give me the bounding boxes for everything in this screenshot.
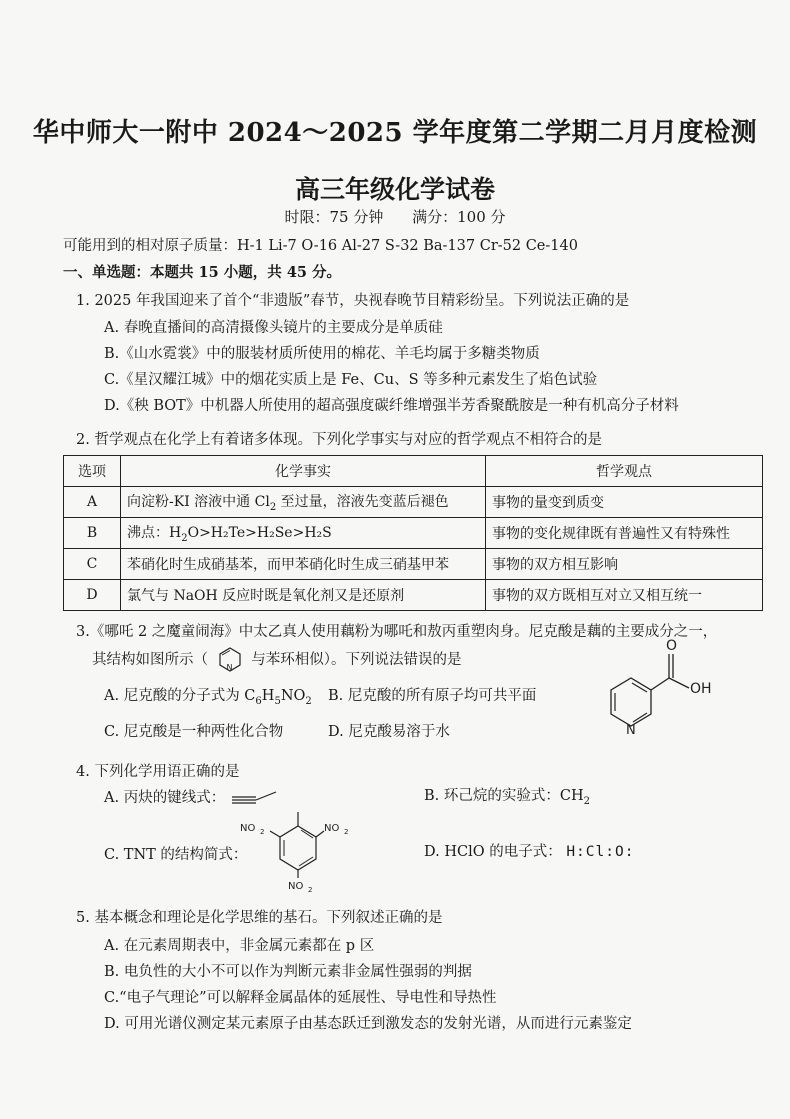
pyridine-ring-icon bbox=[215, 645, 245, 675]
q5-option-d: D. 可用光谱仪测定某元素原子由基态跃迁到激发态的发射光谱，从而进行元素鉴定 bbox=[104, 1016, 632, 1032]
q3-option-a: A. 尼克酸的分子式为 $C_6H_5NO_2$ bbox=[104, 688, 312, 707]
table-cell-view: 事物的量变到质变 bbox=[486, 487, 763, 518]
exam-title: 华中师大一附中 2024～2025 学年度第二学期二月月度检测 bbox=[32, 118, 758, 148]
q1-option-a: A. 春晚直播间的高清摄像头镜片的主要成分是单质硅 bbox=[104, 320, 443, 336]
table-cell-view: 事物的双方既相互对立又相互统一 bbox=[486, 580, 763, 611]
full-score: 满分：100 分 bbox=[412, 208, 506, 226]
nicotinic-acid-structure-icon bbox=[595, 636, 730, 736]
q5-option-a: A. 在元素周期表中，非金属元素都在 p 区 bbox=[104, 938, 375, 954]
q4-stem: 4. 下列化学用语正确的是 bbox=[76, 764, 240, 780]
q4-option-c: C. TNT 的结构简式： bbox=[104, 847, 248, 863]
hclo-electron-formula: H:Cl:O: bbox=[566, 844, 635, 860]
table-row bbox=[64, 518, 763, 549]
table-cell-option: B bbox=[64, 518, 121, 549]
table-cell-option: C bbox=[64, 549, 121, 580]
q3-option-d: D. 尼克酸易溶于水 bbox=[328, 724, 450, 740]
q5-stem: 5. 基本概念和理论是化学思维的基石。下列叙述正确的是 bbox=[76, 910, 443, 926]
time-limit: 时限：75 分钟 bbox=[284, 208, 384, 226]
table-cell-view: 事物的变化规律既有普遍性又有特殊性 bbox=[486, 518, 763, 549]
table-header: 哲学观点 bbox=[486, 456, 763, 487]
q2-table bbox=[63, 455, 763, 611]
q3-option-c: C. 尼克酸是一种两性化合物 bbox=[104, 724, 284, 740]
section-heading: 一、单选题：本题共 15 小题，共 45 分。 bbox=[63, 264, 342, 281]
table-cell-fact: 苯硝化时生成硝基苯，而甲苯硝化时生成三硝基甲苯 bbox=[121, 549, 486, 580]
svg-text:2: 2 bbox=[344, 828, 349, 836]
q2-stem: 2. 哲学观点在化学上有着诸多体现。下列化学事实与对应的哲学观点不相符合的是 bbox=[76, 432, 602, 448]
table-cell-view: 事物的双方相互影响 bbox=[486, 549, 763, 580]
q4-option-d: D. HClO 的电子式： H:Cl:O: bbox=[424, 844, 635, 860]
q3-stem-line1: 3.《哪吒 2 之魔童闹海》中太乙真人使用藕粉为哪吒和敖丙重塑肉身。尼克酸是藕的主要成分之一， bbox=[76, 624, 718, 640]
q3-option-b: B. 尼克酸的所有原子均可共平面 bbox=[328, 688, 537, 704]
exam-info bbox=[0, 206, 790, 227]
oh-label: OH bbox=[690, 681, 712, 697]
table-cell-option: D bbox=[64, 580, 121, 611]
svg-text:2: 2 bbox=[260, 828, 265, 836]
table-cell-fact: 氯气与 NaOH 反应时既是氧化剂又是还原剂 bbox=[121, 580, 486, 611]
table-header: 化学事实 bbox=[121, 456, 486, 487]
table-row bbox=[64, 487, 763, 518]
q4-option-a: A. 丙炔的键线式： bbox=[104, 786, 280, 807]
oxygen-label: O bbox=[666, 638, 678, 654]
svg-text:2: 2 bbox=[308, 886, 313, 894]
svg-text:NO: NO bbox=[288, 881, 304, 892]
q4-option-b: B. 环己烷的实验式：$CH_2$ bbox=[424, 788, 590, 807]
tnt-structure-icon bbox=[238, 804, 358, 896]
q3-stem-line2: 其结构如图所示（ N 与苯环相似）。下列说法错误的是 bbox=[92, 648, 461, 669]
q5-option-c: C.“电子气理论”可以解释金属晶体的延展性、导电性和导热性 bbox=[104, 990, 497, 1006]
atomic-masses: 可能用到的相对原子质量：H-1 Li-7 O-16 Al-27 S-32 Ba-137 Cr-52 Ce-140 bbox=[63, 238, 578, 254]
table-cell-fact: 沸点：$H_2O>H_2Te>H_2Se>H_2S$ bbox=[121, 518, 486, 549]
svg-text:NO: NO bbox=[240, 823, 256, 834]
table-row bbox=[64, 580, 763, 611]
exam-subtitle: 高三年级化学试卷 bbox=[294, 175, 495, 204]
table-header-row bbox=[64, 456, 763, 487]
q1-option-c: C.《星汉耀江城》中的烟花实质上是 Fe、Cu、S 等多种元素发生了焰色试验 bbox=[104, 372, 598, 388]
table-cell-fact: 向淀粉-KI 溶液中通 $Cl_2$ 至过量，溶液先变蓝后褪色 bbox=[121, 487, 486, 518]
q1-stem: 1. 2025 年我国迎来了首个“非遗版”春节，央视春晚节目精彩纷呈。下列说法正确的是 bbox=[76, 293, 630, 309]
svg-text:NO: NO bbox=[324, 823, 340, 834]
table-row bbox=[64, 549, 763, 580]
q1-option-d: D.《秧 BOT》中机器人所使用的超高强度碳纤维增强半芳香聚酰胺是一种有机高分子材料 bbox=[104, 398, 679, 414]
svg-text:N: N bbox=[226, 663, 233, 672]
table-header: 选项 bbox=[64, 456, 121, 487]
q1-option-b: B.《山水霓裳》中的服装材质所使用的棉花、羊毛均属于多糖类物质 bbox=[104, 346, 540, 362]
nitrogen-label: N bbox=[626, 723, 636, 736]
q5-option-b: B. 电负性的大小不可以作为判断元素非金属性强弱的判据 bbox=[104, 964, 472, 980]
table-cell-option: A bbox=[64, 487, 121, 518]
